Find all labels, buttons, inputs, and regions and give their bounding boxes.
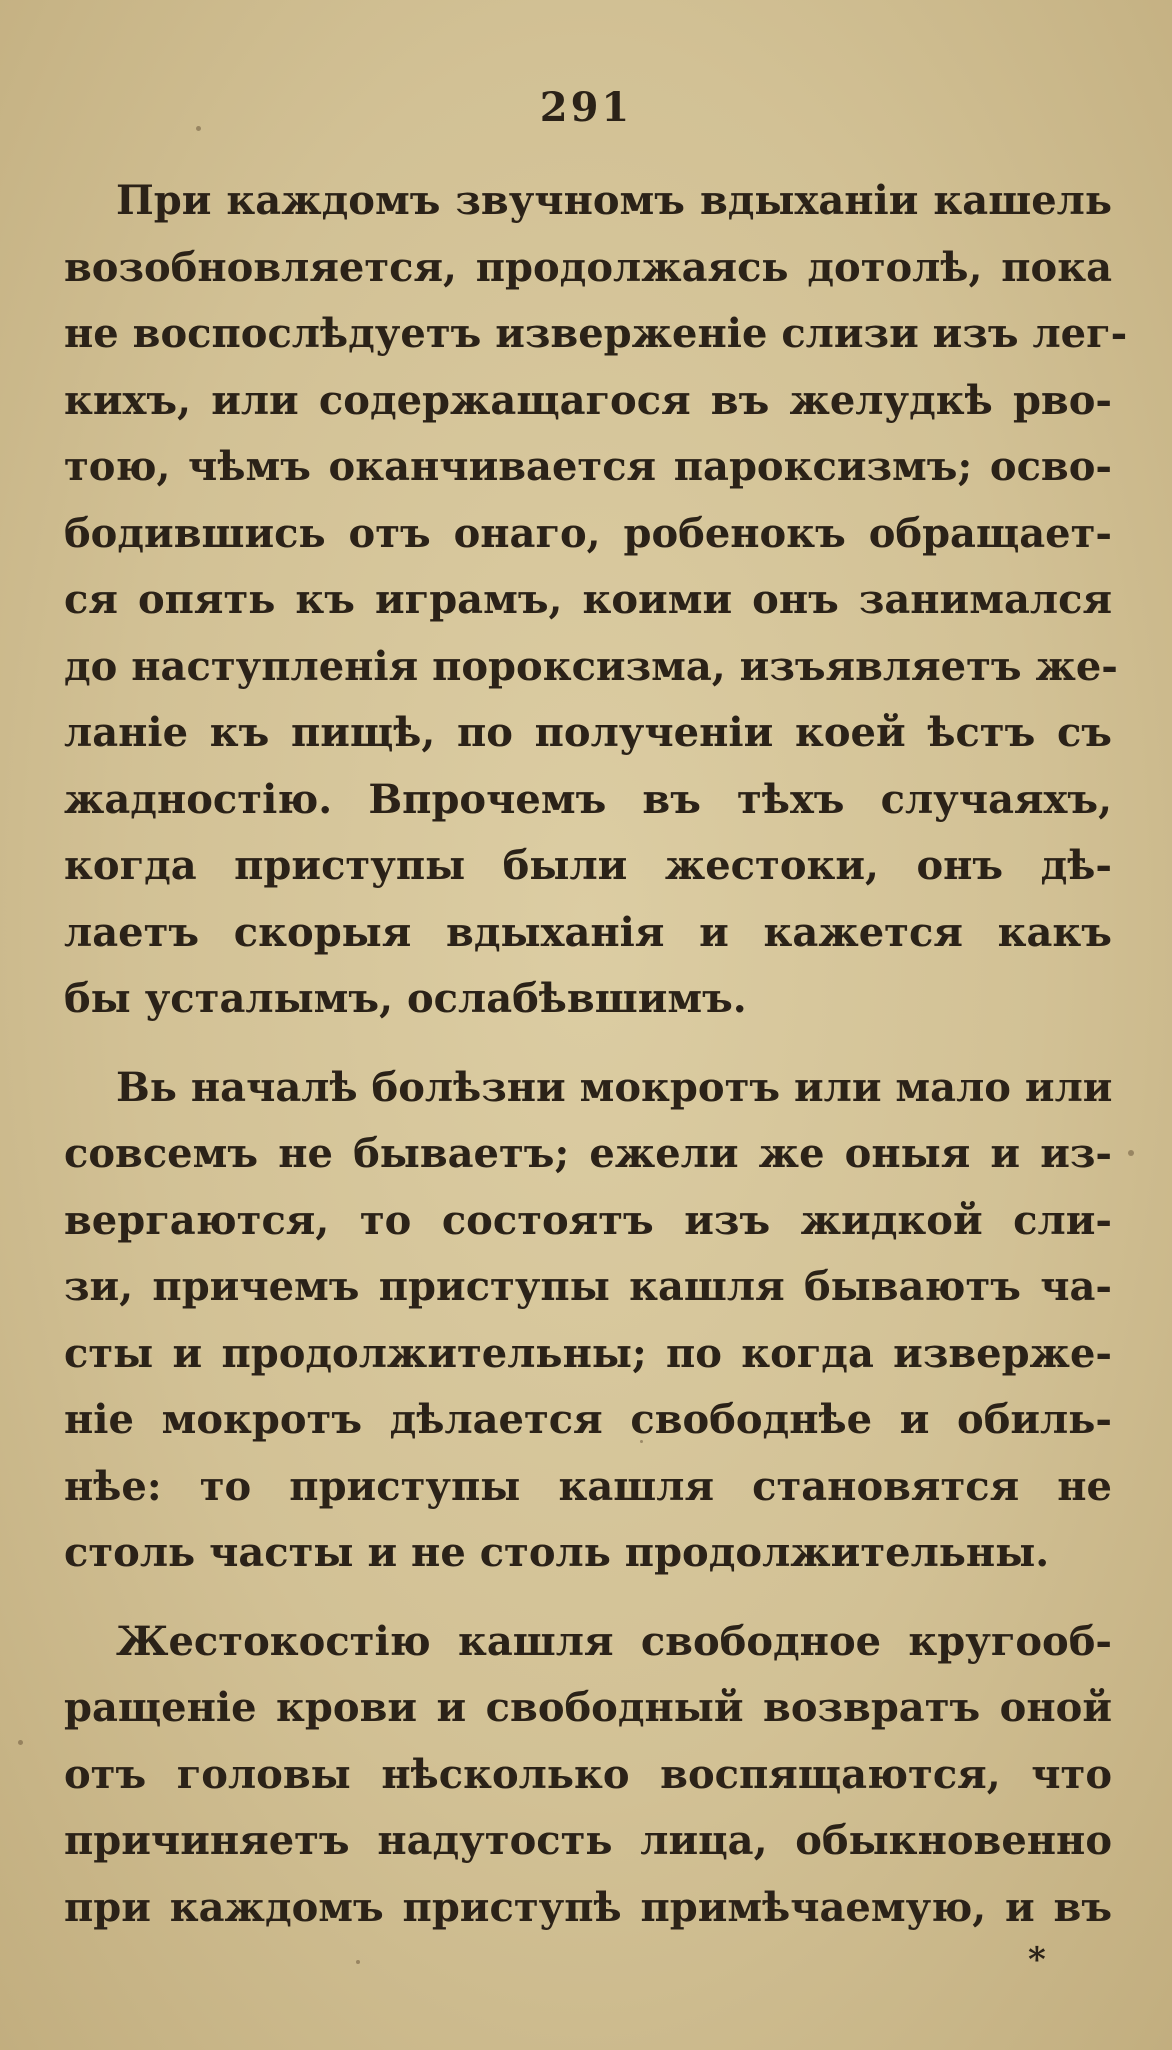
paper-speck bbox=[18, 1740, 23, 1745]
text-line: При каждомъ звучномъ вдыханіи кашель bbox=[116, 177, 1112, 224]
paper-speck bbox=[1128, 1150, 1134, 1156]
body-text bbox=[64, 168, 1128, 1941]
text-line: ращеніе крови и свободный возвратъ оной bbox=[64, 1684, 1112, 1731]
paragraph bbox=[64, 1609, 1112, 1942]
text-line: нѣе: то приступы кашля становятся не bbox=[64, 1462, 1112, 1510]
text-line: бы усталымъ, ослабѣвшимъ. bbox=[64, 975, 747, 1022]
text-line: при каждомъ приступѣ примѣчаемую, и въ bbox=[64, 1883, 1112, 1931]
text-line: Жестокостію кашля свободное кругооб- bbox=[116, 1617, 1112, 1665]
text-line: не воспослѣдуетъ изверженіе слизи изъ лег- bbox=[64, 310, 1128, 357]
text-line: бодившись отъ онаго, робенокъ обращает- bbox=[64, 509, 1112, 557]
text-line: вергаются, то состоятъ изъ жидкой сли- bbox=[64, 1196, 1112, 1244]
text-line: до наступленія пороксизма, изъявляетъ же- bbox=[64, 642, 1118, 690]
signature-mark: * bbox=[1028, 1940, 1046, 1980]
text-line: зи, причемъ приступы кашля бываютъ ча- bbox=[64, 1263, 1112, 1310]
text-line: тою, чѣмъ оканчивается пароксизмъ; осво- bbox=[64, 443, 1112, 490]
paragraph bbox=[64, 168, 1128, 1033]
text-line: жадностію. Впрочемъ въ тѣхъ случаяхъ, bbox=[64, 775, 1112, 823]
text-line: отъ головы нѣсколько воспящаются, что bbox=[64, 1750, 1112, 1798]
text-line: возобновляется, продолжаясь дотолѣ, пока bbox=[64, 243, 1112, 291]
text-line: лаетъ скорыя вдыханія и кажется какъ bbox=[64, 908, 1112, 956]
text-line: совсемъ не бываетъ; ежели же оныя и из- bbox=[64, 1130, 1112, 1177]
text-line: ся опять къ играмъ, коими онъ занимался bbox=[64, 576, 1112, 623]
text-line: столь часты и не столь продолжительны. bbox=[64, 1529, 1050, 1576]
text-line: причиняетъ надутость лица, обыкновенно bbox=[64, 1817, 1112, 1864]
paper-speck bbox=[356, 1960, 360, 1964]
text-line: когда приступы были жестоки, онъ дѣ- bbox=[64, 842, 1112, 889]
page-number: 291 bbox=[539, 84, 633, 131]
text-line: Вь началѣ болѣзни мокротъ или мало или bbox=[116, 1063, 1113, 1111]
text-line: кихъ, или содержащагося въ желудкѣ рво- bbox=[64, 376, 1112, 424]
text-line: сты и продолжительны; по когда изверже- bbox=[64, 1329, 1112, 1377]
text-line: ніе мокротъ дѣлается свободнѣе и обиль- bbox=[64, 1396, 1112, 1443]
text-line: ланіе къ пищѣ, по полученіи коей ѣстъ съ bbox=[64, 709, 1112, 756]
paragraph bbox=[64, 1055, 1112, 1587]
